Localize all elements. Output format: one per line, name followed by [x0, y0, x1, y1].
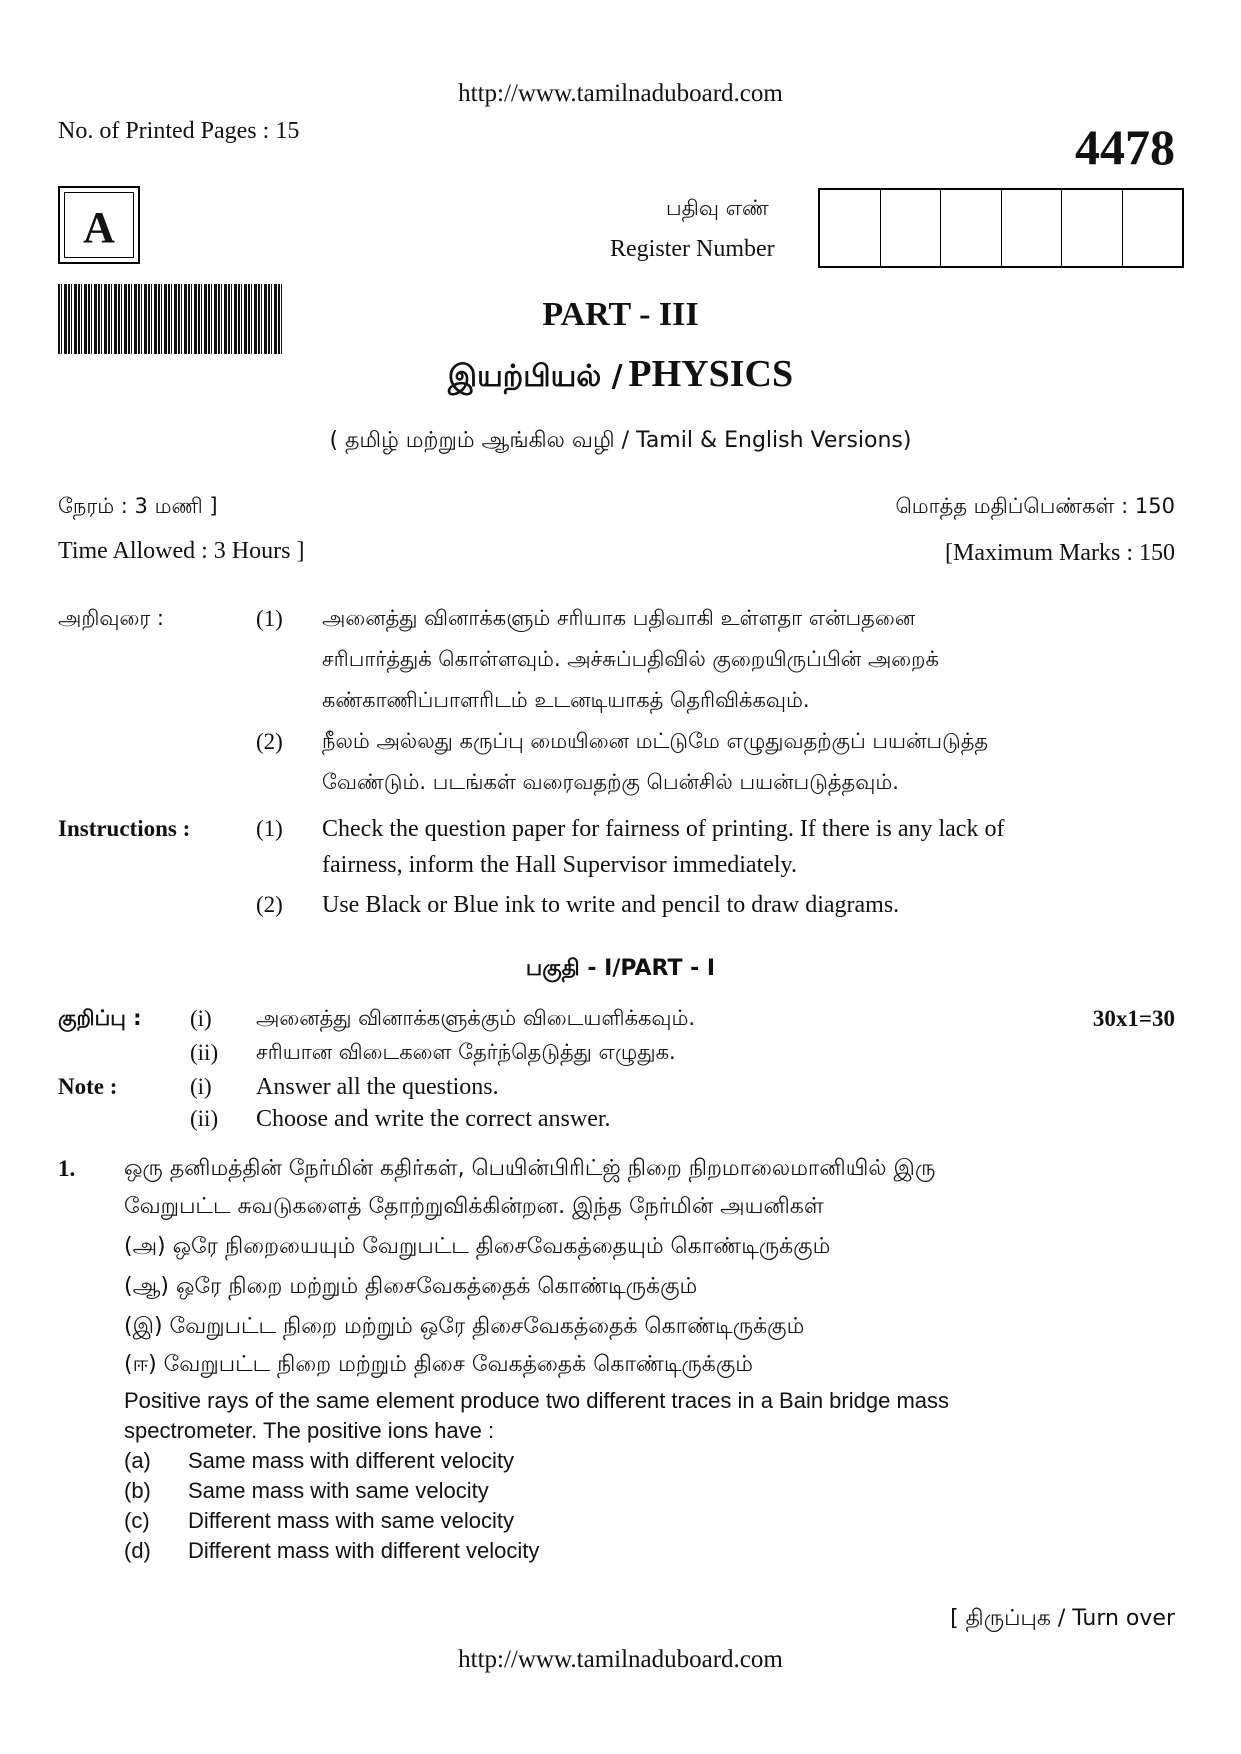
- register-number-boxes: [818, 188, 1184, 268]
- time-english: Time Allowed : 3 Hours ]: [58, 538, 305, 564]
- advice-line: வேண்டும். படங்கள் வரைவதற்கு பென்சில் பயன்படுத்தவும்.: [322, 770, 899, 794]
- note-text-english: Choose and write the correct answer.: [256, 1106, 611, 1132]
- note-label-tamil: குறிப்பு :: [58, 1006, 142, 1030]
- option-key: (c): [124, 1508, 150, 1533]
- advice-item-number: (2): [256, 729, 283, 754]
- question-text-tamil: ஒரு தனிமத்தின் நேர்மின் கதிர்கள், பெயின்பிரிட்ஜ் நிறை நிறமாலைமானியில் இரு: [124, 1156, 936, 1181]
- note-number: (ii): [190, 1106, 219, 1131]
- register-digit-box[interactable]: [1002, 190, 1063, 266]
- advice-line: அனைத்து வினாக்களும் சரியாக பதிவாகி உள்ளதா என்பதனை: [322, 606, 916, 630]
- advice-item-number: (1): [256, 606, 283, 631]
- set-letter-box: [58, 186, 140, 264]
- advice-line: நீலம் அல்லது கருப்பு மையினை மட்டுமே எழுதுவதற்குப் பயன்படுத்த: [322, 729, 989, 753]
- option-tamil: (அ) ஒரே நிறையையும் வேறுபட்ட திசைவேகத்தையும் கொண்டிருக்கும்: [124, 1234, 831, 1259]
- option-tamil: (இ) வேறுபட்ட நிறை மற்றும் ஒரே திசைவேகத்தைக் கொண்டிருக்கும்: [124, 1314, 805, 1339]
- note-label-english: Note :: [58, 1074, 118, 1099]
- instruction-line: Use Black or Blue ink to write and pencil to draw diagrams.: [322, 892, 900, 918]
- advice-line: சரிபார்த்துக் கொள்ளவும். அச்சுப்பதிவில் குறையிருப்பின் அறைக்: [322, 647, 939, 671]
- instruction-number: (2): [256, 892, 283, 917]
- note-number: (i): [190, 1006, 212, 1031]
- note-text-english: Answer all the questions.: [256, 1074, 499, 1100]
- register-digit-box[interactable]: [1062, 190, 1123, 266]
- option-key: (b): [124, 1478, 151, 1503]
- marks-english: [Maximum Marks : 150: [945, 540, 1175, 566]
- instruction-line: Check the question paper for fairness of printing. If there is any lack of: [322, 816, 1005, 842]
- instructions-label: Instructions :: [58, 816, 191, 841]
- subject-title-tamil: இயற்பியல் /: [447, 359, 623, 394]
- option-key: (a): [124, 1448, 151, 1473]
- option-english: Same mass with same velocity: [188, 1478, 489, 1503]
- register-digit-box[interactable]: [1123, 190, 1183, 266]
- subject-title-english: PHYSICS: [628, 353, 794, 395]
- advice-line: கண்காணிப்பாளரிடம் உடனடியாகத் தெரிவிக்கவும்.: [322, 688, 810, 712]
- option-english: Different mass with different velocity: [188, 1538, 540, 1563]
- question-text-english: Positive rays of the same element produce two different traces in a Bain bridge mass: [124, 1388, 950, 1413]
- time-tamil: நேரம் : 3 மணி ]: [58, 494, 218, 518]
- register-number-label: Register Number: [610, 236, 775, 262]
- instruction-line: fairness, inform the Hall Supervisor immediately.: [322, 852, 797, 878]
- option-english: Different mass with same velocity: [188, 1508, 515, 1533]
- part-title: PART - III: [542, 296, 699, 333]
- paper-code: 4478: [1075, 119, 1175, 175]
- question-number: 1.: [58, 1156, 76, 1181]
- subject-title: [0, 352, 1241, 398]
- set-letter: A: [83, 203, 115, 252]
- option-tamil: (ஆ) ஒரே நிறை மற்றும் திசைவேகத்தைக் கொண்டிருக்கும்: [124, 1274, 698, 1299]
- note-text-tamil: சரியான விடைகளை தேர்ந்தெடுத்து எழுதுக.: [256, 1040, 676, 1064]
- versions-line: ( தமிழ் மற்றும் ஆங்கில வழி / Tamil & English Versions): [329, 428, 912, 453]
- section-title: பகுதி - I/PART - I: [525, 956, 716, 981]
- turn-over-text: [ திருப்புக / Turn over: [950, 1606, 1175, 1631]
- section-marks: 30x1=30: [1092, 1006, 1175, 1031]
- register-digit-box[interactable]: [820, 190, 881, 266]
- header-url-link[interactable]: http://www.tamilnaduboard.com: [458, 80, 783, 107]
- question-text-english: spectrometer. The positive ions have :: [124, 1418, 495, 1443]
- note-text-tamil: அனைத்து வினாக்களுக்கும் விடையளிக்கவும்.: [256, 1006, 696, 1030]
- register-digit-box[interactable]: [881, 190, 942, 266]
- option-english: Same mass with different velocity: [188, 1448, 515, 1473]
- marks-tamil: மொத்த மதிப்பெண்கள் : 150: [895, 494, 1175, 518]
- instruction-number: (1): [256, 816, 283, 841]
- register-digit-box[interactable]: [941, 190, 1002, 266]
- option-tamil: (ஈ) வேறுபட்ட நிறை மற்றும் திசை வேகத்தைக் கொண்டிருக்கும்: [124, 1352, 753, 1377]
- advice-label: அறிவுரை :: [58, 606, 164, 630]
- note-number: (ii): [190, 1040, 219, 1065]
- register-number-label-tamil: பதிவு எண்: [666, 196, 769, 220]
- note-number: (i): [190, 1074, 212, 1099]
- option-key: (d): [124, 1538, 151, 1563]
- footer-url-link[interactable]: http://www.tamilnaduboard.com: [458, 1646, 783, 1673]
- question-text-tamil: வேறுபட்ட சுவடுகளைத் தோற்றுவிக்கின்றன. இந்த நேர்மின் அயனிகள்: [124, 1194, 824, 1219]
- printed-pages-text: No. of Printed Pages : 15: [58, 118, 300, 144]
